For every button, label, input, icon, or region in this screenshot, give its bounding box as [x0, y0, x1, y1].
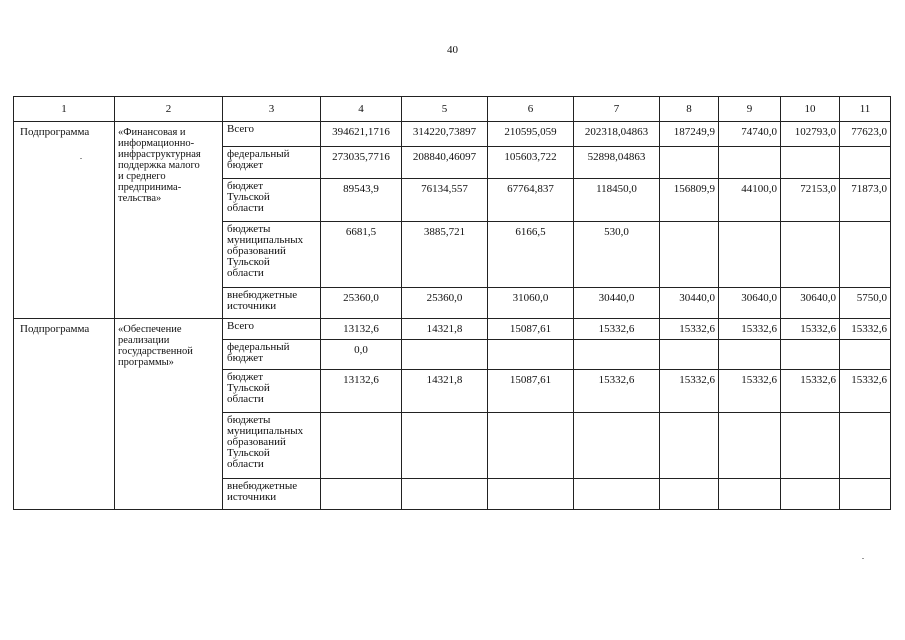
value-cell: 30640,0	[781, 288, 840, 319]
value-cell	[574, 479, 660, 510]
value-cell	[574, 413, 660, 479]
subprogram-name-line: тельства»	[118, 193, 162, 204]
value-cell: 15087,61	[488, 370, 574, 413]
value-cell: 25360,0	[402, 288, 488, 319]
value-cell	[660, 147, 719, 179]
value-cell	[402, 479, 488, 510]
funding-source-line: образований	[227, 245, 286, 257]
table-row	[14, 319, 891, 340]
header-row	[14, 97, 891, 122]
subprogram-name-line: «Финансовая и	[118, 127, 186, 138]
value-cell: 3885,721	[402, 222, 488, 288]
funding-source-line: бюджеты	[227, 223, 271, 235]
value-cell: 6166,5	[488, 222, 574, 288]
funding-source-line: муниципальных	[227, 234, 304, 246]
value-cell	[840, 413, 891, 479]
funding-source-line: Тульской	[227, 447, 270, 459]
funding-source-line: бюджеты	[227, 414, 271, 426]
value-cell: 202318,04863	[574, 122, 660, 147]
subprogram-name	[115, 319, 223, 510]
funding-source-line: Тульской	[227, 382, 270, 394]
value-cell	[660, 340, 719, 370]
column-header-11: 11	[840, 97, 891, 122]
value-cell: 156809,9	[660, 179, 719, 222]
funding-source-line: Всего	[227, 320, 254, 332]
column-header-10: 10	[781, 97, 840, 122]
value-cell: 15332,6	[719, 370, 781, 413]
value-cell	[781, 413, 840, 479]
value-cell: 44100,0	[719, 179, 781, 222]
value-cell: 15332,6	[781, 319, 840, 340]
subprogram-name-line: информационно-	[118, 138, 195, 149]
subprogram-name-line: реализации	[118, 335, 170, 346]
column-header-7: 7	[574, 97, 660, 122]
value-cell: 15087,61	[488, 319, 574, 340]
value-cell: 25360,0	[321, 288, 402, 319]
value-cell	[781, 479, 840, 510]
funding-source-line: федеральный	[227, 148, 290, 160]
funding-source-line: области	[227, 393, 264, 405]
value-cell: 15332,6	[840, 370, 891, 413]
value-cell: 30640,0	[719, 288, 781, 319]
value-cell: 30440,0	[660, 288, 719, 319]
value-cell: 30440,0	[574, 288, 660, 319]
scan-speck	[80, 158, 82, 159]
funding-source-line: области	[227, 202, 264, 214]
funding-source	[223, 147, 321, 179]
funding-source	[223, 413, 321, 479]
value-cell	[402, 340, 488, 370]
value-cell	[840, 479, 891, 510]
funding-source	[223, 288, 321, 319]
value-cell	[488, 479, 574, 510]
column-header-9: 9	[719, 97, 781, 122]
value-cell	[574, 340, 660, 370]
value-cell: 14321,8	[402, 370, 488, 413]
funding-source	[223, 340, 321, 370]
funding-source	[223, 222, 321, 288]
value-cell: 13132,6	[321, 319, 402, 340]
value-cell	[719, 222, 781, 288]
value-cell: 15332,6	[840, 319, 891, 340]
value-cell: 52898,04863	[574, 147, 660, 179]
value-cell	[488, 340, 574, 370]
funding-source-line: бюджет	[227, 180, 263, 192]
value-cell	[660, 222, 719, 288]
funding-source	[223, 122, 321, 147]
funding-source	[223, 319, 321, 340]
value-cell: 13132,6	[321, 370, 402, 413]
subprogram-name-line: «Обеспечение	[118, 324, 182, 335]
value-cell	[719, 147, 781, 179]
value-cell	[719, 479, 781, 510]
subprogram-name-line: поддержка малого	[118, 160, 200, 171]
value-cell	[719, 413, 781, 479]
funding-source-line: бюджет	[227, 371, 263, 383]
value-cell	[321, 479, 402, 510]
column-header-4: 4	[321, 97, 402, 122]
value-cell: 187249,9	[660, 122, 719, 147]
funding-source-line: Тульской	[227, 191, 270, 203]
column-header-6: 6	[488, 97, 574, 122]
program-cell: Подпрограмма	[14, 319, 115, 510]
value-cell	[781, 340, 840, 370]
program-cell: Подпрограмма	[14, 122, 115, 319]
funding-source	[223, 179, 321, 222]
funding-source-line: бюджет	[227, 159, 263, 171]
value-cell	[840, 147, 891, 179]
value-cell: 89543,9	[321, 179, 402, 222]
value-cell: 394621,1716	[321, 122, 402, 147]
funding-source-line: бюджет	[227, 352, 263, 364]
funding-source-line: Всего	[227, 123, 254, 135]
value-cell	[840, 222, 891, 288]
subprogram-name-line: и среднего	[118, 171, 166, 182]
value-cell	[402, 413, 488, 479]
value-cell: 105603,722	[488, 147, 574, 179]
subprogram-name-line: инфраструктурная	[118, 149, 201, 160]
subprogram-name	[115, 122, 223, 319]
value-cell: 14321,8	[402, 319, 488, 340]
value-cell	[781, 147, 840, 179]
value-cell: 74740,0	[719, 122, 781, 147]
column-header-3: 3	[223, 97, 321, 122]
funding-source-line: федеральный	[227, 341, 290, 353]
column-header-8: 8	[660, 97, 719, 122]
funding-source	[223, 370, 321, 413]
value-cell	[781, 222, 840, 288]
value-cell: 67764,837	[488, 179, 574, 222]
column-header-1: 1	[14, 97, 115, 122]
page-number: 40	[447, 44, 458, 56]
value-cell: 71873,0	[840, 179, 891, 222]
value-cell: 210595,059	[488, 122, 574, 147]
subprogram-name-line: предпринима-	[118, 182, 182, 193]
value-cell: 15332,6	[781, 370, 840, 413]
funding-source-line: внебюджетные	[227, 480, 298, 492]
subprogram-name-line: программы»	[118, 357, 174, 368]
value-cell: 273035,7716	[321, 147, 402, 179]
value-cell	[660, 413, 719, 479]
value-cell	[840, 340, 891, 370]
budget-table	[13, 96, 891, 510]
funding-source-line: муниципальных	[227, 425, 304, 437]
value-cell	[321, 413, 402, 479]
funding-source	[223, 479, 321, 510]
subprogram-name-line: государственной	[118, 346, 193, 357]
value-cell: 15332,6	[660, 370, 719, 413]
funding-source-line: области	[227, 458, 264, 470]
value-cell: 15332,6	[574, 370, 660, 413]
scan-speck	[862, 558, 864, 559]
value-cell: 15332,6	[660, 319, 719, 340]
value-cell: 15332,6	[719, 319, 781, 340]
value-cell: 76134,557	[402, 179, 488, 222]
column-header-2: 2	[115, 97, 223, 122]
funding-source-line: внебюджетные	[227, 289, 298, 301]
value-cell: 314220,73897	[402, 122, 488, 147]
value-cell: 102793,0	[781, 122, 840, 147]
value-cell: 0,0	[321, 340, 402, 370]
value-cell	[719, 340, 781, 370]
value-cell	[660, 479, 719, 510]
value-cell	[488, 413, 574, 479]
funding-source-line: Тульской	[227, 256, 270, 268]
value-cell: 72153,0	[781, 179, 840, 222]
funding-source-line: источники	[227, 491, 277, 503]
value-cell: 208840,46097	[402, 147, 488, 179]
table-row	[14, 122, 891, 147]
value-cell: 6681,5	[321, 222, 402, 288]
value-cell: 530,0	[574, 222, 660, 288]
funding-source-line: области	[227, 267, 264, 279]
value-cell: 77623,0	[840, 122, 891, 147]
column-header-5: 5	[402, 97, 488, 122]
funding-source-line: образований	[227, 436, 286, 448]
value-cell: 118450,0	[574, 179, 660, 222]
value-cell: 15332,6	[574, 319, 660, 340]
funding-source-line: источники	[227, 300, 277, 312]
value-cell: 5750,0	[840, 288, 891, 319]
value-cell: 31060,0	[488, 288, 574, 319]
